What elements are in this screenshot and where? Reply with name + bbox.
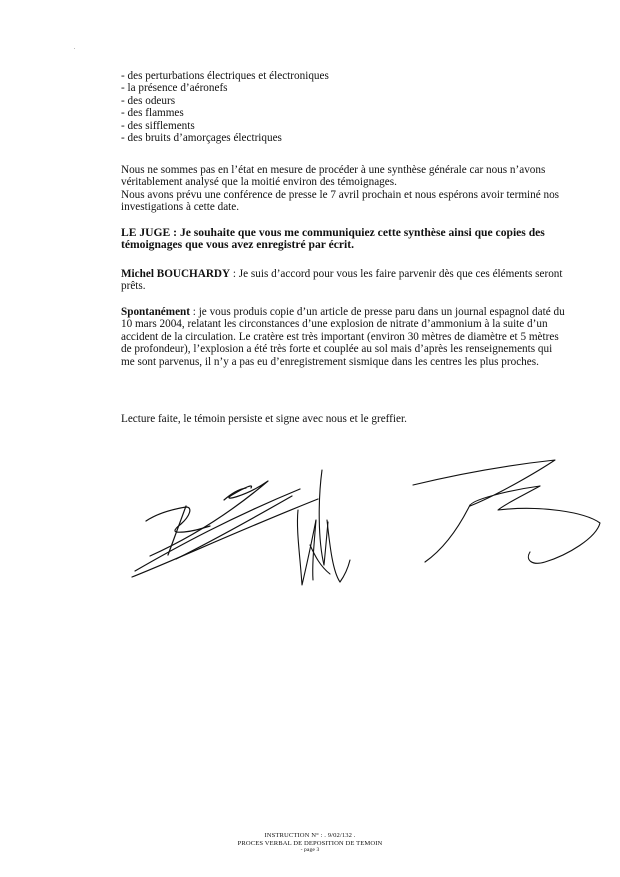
- signature-right: [413, 460, 600, 563]
- paragraph-line: Nous avons prévu une conférence de presse le 7 avril prochain et nous espérons avoir terminé nos: [121, 188, 560, 201]
- list-item: - des bruits d’amorçages électriques: [121, 132, 282, 145]
- statement-line: 10 mars 2004, relatant les circonstances d’une explosion de nitrate d’ammonium à la suite d’un: [121, 318, 548, 331]
- document-type: PROCES VERBAL DE DEPOSITION DE TEMOIN: [237, 839, 383, 847]
- judge-line: témoignages que vous avez enregistré par écrit.: [121, 238, 355, 252]
- witness-reply-line: prêts.: [121, 280, 146, 293]
- signature-middle: [297, 470, 350, 585]
- document-footer: [0, 832, 620, 855]
- list-item: - des flammes: [121, 107, 184, 120]
- list-item: - des perturbations électriques et électroniques: [121, 70, 329, 82]
- page-number: - page 3: [300, 847, 320, 854]
- statement-line: me sont parvenus, il n’y a pas eu d’enregistrement sismique dans les centres les plus proches.: [121, 355, 539, 368]
- statement-line: de profondeur), l’explosion a été très forte et couplée au sol mais d’après les renseignements qui: [121, 343, 553, 356]
- judge-line: LE JUGE : Je souhaite que vous me communiquiez cette synthèse ainsi que copies des: [121, 226, 545, 239]
- list-item: - la présence d’aéronefs: [121, 82, 228, 95]
- reply-text: : Je suis d’accord pour vous les faire parvenir dès que ces éléments seront: [230, 268, 563, 280]
- spontaneous-label: Spontanément: [121, 306, 190, 318]
- list-item: - des sifflements: [121, 119, 195, 132]
- paragraph-line: Nous ne sommes pas en l’état en mesure de procéder à une synthèse générale car nous n’avons: [121, 164, 546, 176]
- scan-speck: [74, 48, 75, 49]
- paragraph-line: véritablement analysé que la moitié environ des témoignages.: [121, 176, 397, 189]
- list-item: - des odeurs: [121, 94, 176, 107]
- statement-line: accident de la circulation. Le cratère est très important (environ 30 mètres de diamètre et 5 mètres: [121, 330, 559, 343]
- paragraph-line: investigations à cette date.: [121, 201, 240, 214]
- instruction-number: INSTRUCTION N° : . 9/02/132 .: [264, 832, 356, 839]
- closing-statement: Lecture faite, le témoin persiste et signe avec nous et le greffier.: [121, 413, 407, 425]
- statement-text: : je vous produis copie d’un article de presse paru dans un journal espagnol daté du: [190, 306, 565, 318]
- signature-left: [132, 481, 318, 577]
- speaker-name: Michel BOUCHARDY: [121, 268, 231, 280]
- footer-title: [0, 840, 620, 855]
